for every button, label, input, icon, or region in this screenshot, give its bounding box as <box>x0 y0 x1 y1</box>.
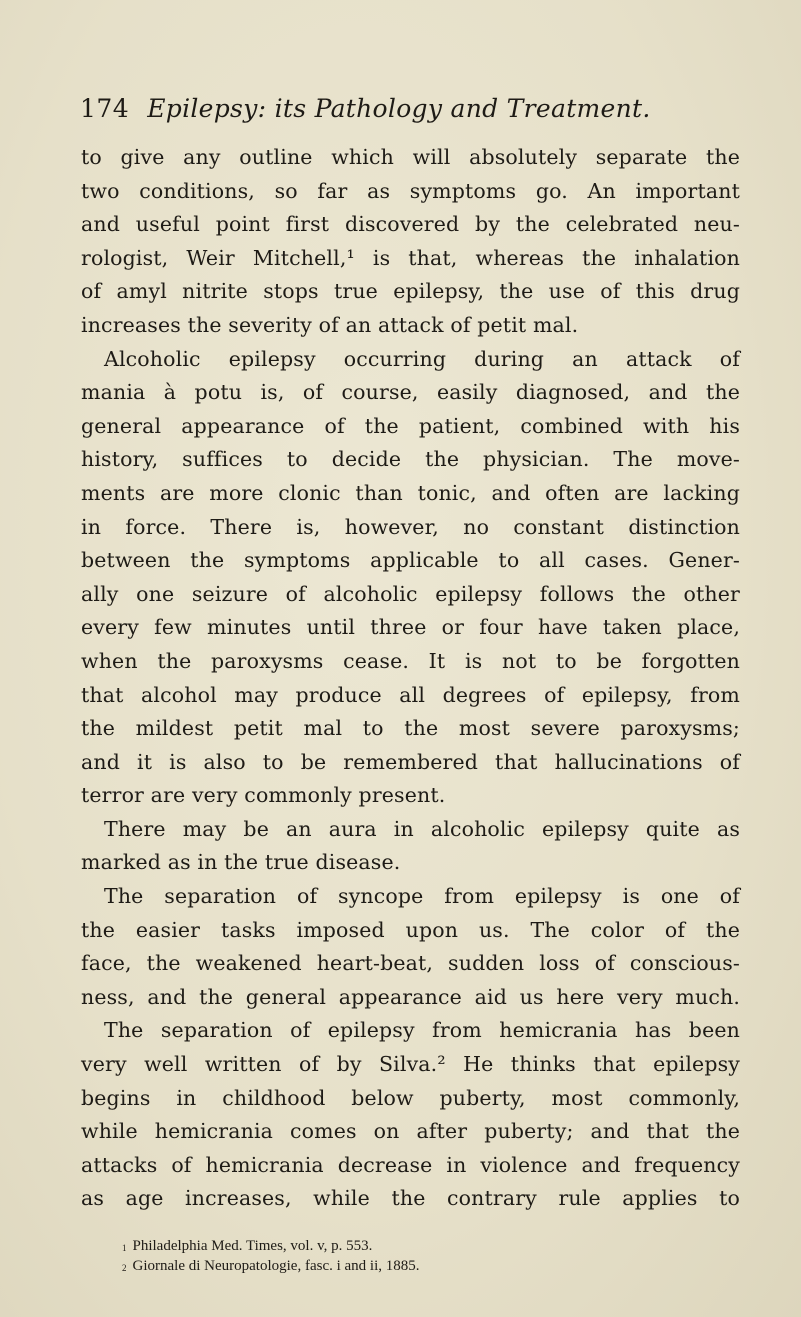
text-line: general appearance of the patient, combined with his <box>81 413 740 438</box>
text-line: and useful point first discovered by the celebrated neu- <box>81 212 740 237</box>
text-line: terror are very commonly present. <box>81 783 446 808</box>
running-title: Epilepsy: its Pathology and Treatment. <box>147 94 651 123</box>
text-line: attacks of hemicrania decrease in violence and frequency <box>81 1152 740 1177</box>
text-line: ness, and the general appearance aid us here very much. <box>81 984 740 1009</box>
page-number: 174 <box>80 94 130 123</box>
footnote-text: Giornale di Neuropatologie, fasc. i and ii, 1885. <box>132 1258 420 1274</box>
text-line: mania à potu is, of course, easily diagnosed, and the <box>81 380 740 405</box>
text-line: and it is also to be remembered that hallucinations of <box>81 749 740 774</box>
text-line: every few minutes until three or four have taken place, <box>81 615 740 640</box>
text-line: of amyl nitrite stops true epilepsy, the use of this drug <box>81 279 740 304</box>
text-line: in force. There is, however, no constant distinction <box>81 514 740 539</box>
text-line: rologist, Weir Mitchell,¹ is that, whereas the inhalation <box>81 245 740 270</box>
text-line: face, the weakened heart-beat, sudden loss of conscious- <box>81 951 740 976</box>
text-line: very well written of by Silva.² He thinks that epilepsy <box>81 1052 740 1077</box>
footnote-marker: 2 <box>122 1263 127 1273</box>
footnote-text: Philadelphia Med. Times, vol. v, p. 553. <box>132 1238 373 1254</box>
footnote-marker: 1 <box>122 1243 127 1253</box>
text-line: when the paroxysms cease. It is not to be forgotten <box>81 648 740 673</box>
text-line: the mildest petit mal to the most severe paroxysms; <box>81 716 740 741</box>
text-line: There may be an aura in alcoholic epilepsy quite as <box>104 816 740 841</box>
text-line: ments are more clonic than tonic, and often are lacking <box>81 480 740 505</box>
text-line: history, suffices to decide the physician. The move- <box>81 447 740 472</box>
text-line: between the symptoms applicable to all cases. Gener- <box>81 548 740 573</box>
text-line: to give any outline which will absolutely separate the <box>81 145 740 169</box>
text-line: begins in childhood below puberty, most commonly, <box>81 1085 740 1110</box>
running-head <box>80 92 740 126</box>
text-line: The separation of syncope from epilepsy is one of <box>104 884 740 909</box>
text-line: while hemicrania comes on after puberty; and that the <box>81 1119 740 1144</box>
text-line: ally one seizure of alcoholic epilepsy follows the other <box>81 581 740 606</box>
text-line: The separation of epilepsy from hemicrania has been <box>104 1018 740 1043</box>
body-text <box>81 141 740 1216</box>
text-line: as age increases, while the contrary rule applies to <box>81 1186 740 1211</box>
footnote <box>122 1236 722 1256</box>
text-line: that alcohol may produce all degrees of epilepsy, from <box>81 682 740 707</box>
text-line: Alcoholic epilepsy occurring during an attack of <box>104 346 740 371</box>
text-line: two conditions, so far as symptoms go. An important <box>81 178 740 203</box>
text-line: the easier tasks imposed upon us. The color of the <box>81 917 740 942</box>
text-line: marked as in the true disease. <box>81 850 401 875</box>
text-line: increases the severity of an attack of petit mal. <box>81 312 579 337</box>
footnote <box>122 1256 722 1276</box>
footnotes <box>122 1236 722 1276</box>
